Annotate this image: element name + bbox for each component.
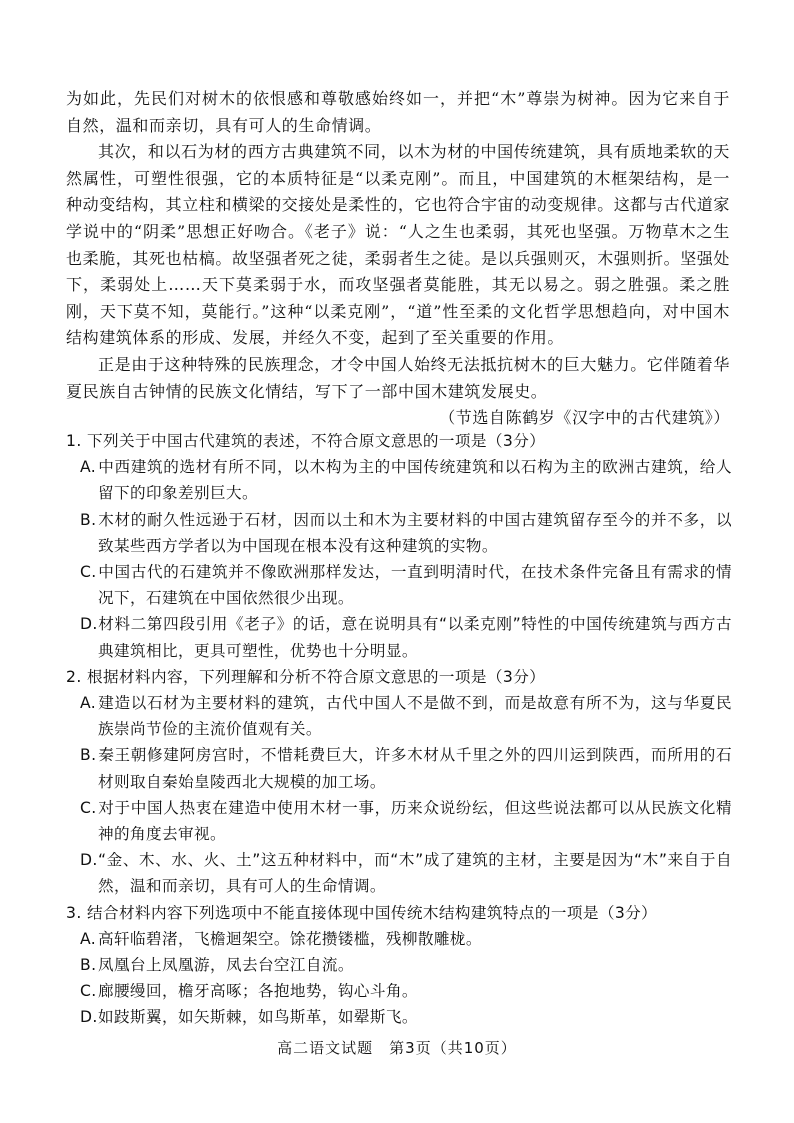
option-text: 秦王朝修建阿房宫时，不惜耗费巨大，许多木材从千里之外的四川运到陕西，而所用的石材则取自秦始皇陵西北大规模的加工场。 (98, 746, 732, 791)
passage-paragraph: 为如此，先民们对树木的依恨感和尊敬感始终如一，并把“木”尊崇为树神。因为它来自于自然，温和而亲切，具有可人的生命情调。 (66, 89, 730, 135)
page-footer: 高二语文试题 第3页（共10页） (277, 1039, 517, 1057)
option-letter: A. (80, 694, 97, 713)
option-text: “金、木、水、火、土”这五种材料中，而“木”成了建筑的主材，主要是因为“木”来自于自然，温和而亲切，具有可人的生命情调。 (98, 851, 732, 896)
option-letter: B. (80, 510, 97, 529)
passage-paragraph: 正是由于这种特殊的民族理念，才令中国人始终无法抵抗树木的巨大魅力。它伴随着华夏民族自古钟情的民族文化情结，写下了一部中国木建筑发展史。 (66, 354, 730, 401)
question-2 (66, 664, 732, 900)
question-stem: 3. 结合材料内容下列选项中不能直接体现中国传统木结构建筑特点的一项是（3分） (66, 903, 658, 922)
option-b (66, 952, 732, 978)
option-a (66, 690, 732, 742)
option-letter: D. (80, 851, 98, 870)
option-text: 对于中国人热衷在建造中使用木材一事，历来众说纷纭，但这些说法都可以从民族文化精神的角度去审视。 (98, 798, 732, 844)
option-text: 高轩临碧渚，飞檐迴架空。馀花攒镂槛，残柳散雕栊。 (98, 929, 482, 948)
option-c (66, 978, 732, 1004)
option-text: 如跂斯翼，如矢斯棘，如鸟斯革，如翚斯飞。 (98, 1008, 418, 1027)
option-text: 廊腰缦回，檐牙高啄；各抱地势，钩心斗角。 (98, 982, 418, 1001)
option-letter: B. (80, 956, 97, 975)
option-text: 中西建筑的选材有所不同，以木构为主的中国传统建筑和以石构为主的欧洲古建筑，给人留下的印象差别巨大。 (98, 458, 732, 503)
option-c (66, 795, 732, 847)
option-b (66, 742, 732, 794)
option-letter: D. (80, 615, 98, 634)
question-1 (66, 428, 732, 664)
option-text: 建造以石材为主要材料的建筑，古代中国人不是做不到，而是故意有所不为，这与华夏民族崇尚节俭的主流价值观有关。 (98, 694, 732, 739)
option-letter: D. (80, 1008, 98, 1027)
option-letter: A. (80, 458, 97, 477)
passage-paragraph: 其次，和以石为材的西方古典建筑不同，以木为材的中国传统建筑，具有质地柔软的天然属性，可塑性很强，它的本质特征是“以柔克刚”。而且，中国建筑的木框架结构，是一种动变结构，其立柱和横梁的交接处是柔性的，它也符合宇宙的动变规律。这都与古代道家学说中的“阴柔”思想正好吻合。《老子》说：“人之生也柔弱，其死也坚强。万物草木之生也柔脆，其死也枯槁。故坚强者死之徒，柔弱者生之徒。是以兵强则灭，木强则折。坚强处下，柔弱处上……天下莫柔弱于水，而攻坚强者莫能胜，其无以易之。弱之胜强。柔之胜刚，天下莫不知，莫能行。”这种“以柔克刚”，“道”性至柔的文化哲学思想趋向，对中国木结构建筑体系的形成、发展，并经久不变，起到了至关重要的作用。 (66, 142, 731, 348)
option-text: 材料二第四段引用《老子》的话，意在说明具有“以柔克刚”特性的中国传统建筑与西方古典建筑相比，更具可塑性，优势也十分明显。 (98, 615, 732, 660)
option-letter: C. (80, 563, 97, 582)
reading-passage (66, 86, 730, 432)
option-d (66, 611, 732, 663)
option-text: 木材的耐久性远逊于石材，因而以土和木为主要材料的中国古建筑留存至今的并不多，以致某些西方学者以为中国现在根本没有这种建筑的实物。 (98, 510, 732, 555)
question-list (66, 428, 732, 1031)
option-d (66, 1004, 732, 1030)
option-d (66, 847, 732, 899)
option-a (66, 454, 732, 506)
option-letter: C. (80, 982, 97, 1001)
option-text: 凤凰台上凤凰游，凤去台空江自流。 (98, 956, 354, 975)
option-letter: C. (80, 798, 97, 817)
option-letter: A. (80, 929, 97, 948)
passage-source: （节选自陈鹤岁《汉字中的古代建筑》） (439, 408, 730, 428)
option-letter: B. (80, 746, 97, 765)
question-stem: 1. 下列关于中国古代建筑的表述，不符合原文意思的一项是（3分） (66, 432, 546, 450)
option-c (66, 559, 732, 611)
option-b (66, 507, 732, 559)
question-3 (66, 900, 732, 1031)
option-text: 中国古代的石建筑并不像欧洲那样发达，一直到明清时代，在技术条件完备且有需求的情况下，石建筑在中国依然很少出现。 (98, 563, 732, 608)
question-stem: 2. 根据材料内容，下列理解和分析不符合原文意思的一项是（3分） (66, 667, 546, 686)
option-a (66, 926, 732, 952)
